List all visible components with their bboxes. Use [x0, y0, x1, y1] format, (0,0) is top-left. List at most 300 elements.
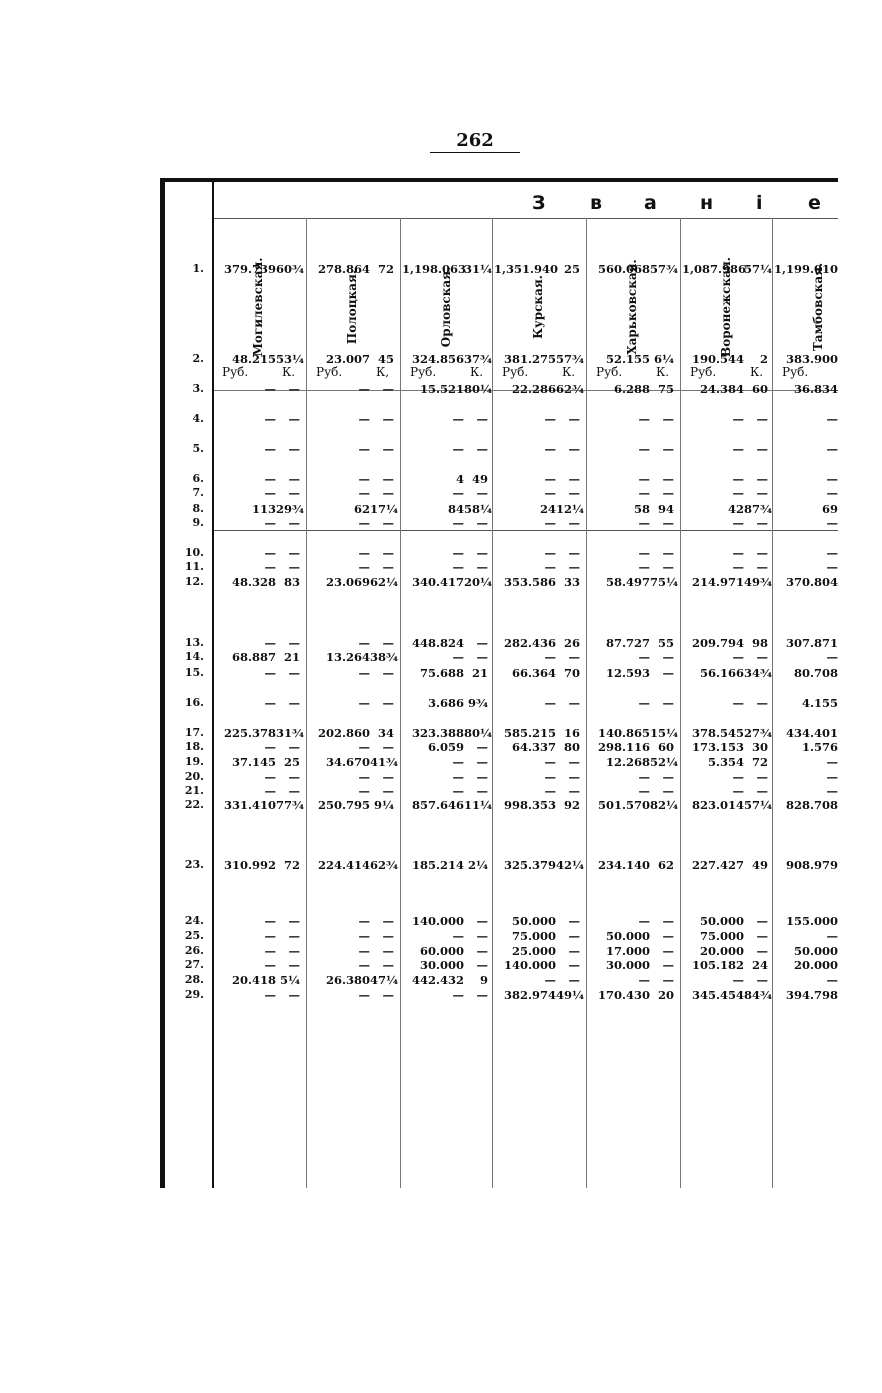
- cell-kopecks: —: [382, 988, 394, 1002]
- cell-rubles: 370.804: [785, 575, 838, 589]
- cell-rubles: 52.155: [605, 352, 650, 366]
- cell-rubles: 6.059: [427, 740, 464, 754]
- cell-rubles: 250.795: [317, 798, 370, 812]
- cell-kopecks: —: [662, 472, 674, 486]
- cell-rubles: —: [732, 770, 744, 784]
- cell-rubles: 36.834: [793, 382, 838, 396]
- cell-rubles: —: [264, 486, 276, 500]
- cell-rubles: 353.586: [503, 575, 556, 589]
- cell-kopecks: —: [662, 560, 674, 574]
- unit-kop-label: К,: [376, 365, 390, 379]
- cell-kopecks: 60: [657, 740, 674, 754]
- governorate-name: Орловская.: [439, 266, 453, 348]
- cell-rubles: —: [358, 560, 370, 574]
- cell-rubles: 378.545: [691, 726, 744, 740]
- cell-kopecks: —: [382, 382, 394, 396]
- cell-rubles: 379.739: [223, 262, 276, 276]
- cell-kopecks: —: [662, 973, 674, 987]
- cell-rubles: 282.436: [503, 636, 556, 650]
- cell-kopecks: 24: [751, 958, 768, 972]
- cell-rubles: 383.900: [785, 352, 838, 366]
- cell-rubles: —: [732, 784, 744, 798]
- cell-kopecks: —: [756, 442, 768, 456]
- row-number: 12.: [184, 575, 204, 588]
- cell-kopecks: —: [662, 958, 674, 972]
- cell-kopecks: 31¼: [464, 262, 492, 276]
- cell-kopecks: —: [288, 696, 300, 710]
- cell-rubles: —: [544, 546, 556, 560]
- cell-rubles: —: [264, 442, 276, 456]
- cell-rubles: 13.264: [325, 650, 370, 664]
- cell-rubles: 64.337: [511, 740, 556, 754]
- cell-rubles: —: [826, 560, 838, 574]
- cell-rubles: —: [638, 472, 650, 486]
- cell-rubles: —: [732, 412, 744, 426]
- cell-rubles: 1,351.940: [494, 262, 559, 276]
- cell-rubles: 394.798: [785, 988, 838, 1002]
- cell-rubles: 278.864: [317, 262, 370, 276]
- cell-kopecks: 58¼: [464, 502, 492, 516]
- cell-rubles: —: [732, 560, 744, 574]
- cell-rubles: 75.000: [511, 929, 556, 943]
- cell-rubles: 50.000: [699, 914, 744, 928]
- cell-kopecks: 2: [759, 352, 768, 366]
- cell-kopecks: —: [476, 755, 488, 769]
- cell-rubles: —: [452, 486, 464, 500]
- cell-rubles: —: [264, 666, 276, 680]
- cell-rubles: 23.069: [325, 575, 370, 589]
- cell-kopecks: 9¼: [374, 798, 394, 812]
- cell-rubles: 80.708: [793, 666, 838, 680]
- cell-kopecks: —: [568, 560, 580, 574]
- cell-kopecks: 53¼: [276, 352, 304, 366]
- unit-rub-label: Руб.: [782, 365, 809, 379]
- unit-kop-label: К.: [656, 365, 670, 379]
- cell-rubles: —: [826, 770, 838, 784]
- cell-rubles: —: [358, 929, 370, 943]
- cell-rubles: —: [358, 784, 370, 798]
- row-number: 16.: [184, 696, 204, 709]
- row-number: 26.: [184, 944, 204, 957]
- cell-kopecks: —: [382, 546, 394, 560]
- cell-kopecks: 84¾: [744, 988, 772, 1002]
- cell-kopecks: 11¼: [464, 798, 492, 812]
- row-number: 8.: [192, 502, 204, 515]
- cell-kopecks: —: [476, 650, 488, 664]
- cell-kopecks: —: [662, 770, 674, 784]
- cell-kopecks: —: [476, 914, 488, 928]
- cell-kopecks: —: [756, 944, 768, 958]
- cell-rubles: —: [358, 546, 370, 560]
- cell-kopecks: —: [568, 696, 580, 710]
- cell-rubles: 307.871: [785, 636, 838, 650]
- table-title-letter: е: [808, 192, 821, 214]
- cell-rubles: 12.593: [605, 666, 650, 680]
- cell-rubles: 22.286: [511, 382, 556, 396]
- cell-kopecks: 29¾: [276, 502, 304, 516]
- table-title-letter: З: [532, 192, 546, 214]
- row-number: 13.: [184, 636, 204, 649]
- cell-rubles: —: [264, 914, 276, 928]
- cell-kopecks: —: [568, 958, 580, 972]
- cell-rubles: —: [264, 636, 276, 650]
- row-number: 27.: [184, 958, 204, 971]
- cell-rubles: 20.000: [793, 958, 838, 972]
- cell-kopecks: 15¼: [650, 726, 678, 740]
- cell-kopecks: —: [662, 914, 674, 928]
- cell-rubles: —: [358, 472, 370, 486]
- row-number: 1.: [192, 262, 204, 275]
- cell-kopecks: —: [382, 929, 394, 943]
- cell-kopecks: —: [476, 560, 488, 574]
- cell-rubles: —: [544, 486, 556, 500]
- cell-kopecks: —: [756, 784, 768, 798]
- cell-kopecks: 57¼: [744, 262, 772, 276]
- cell-rubles: 823.014: [691, 798, 744, 812]
- cell-kopecks: —: [756, 929, 768, 943]
- cell-kopecks: —: [756, 914, 768, 928]
- governorate-name: Могилевская.: [251, 257, 265, 357]
- cell-kopecks: —: [568, 472, 580, 486]
- cell-kopecks: 62¾: [370, 858, 398, 872]
- cell-rubles: —: [638, 546, 650, 560]
- cell-rubles: 140.000: [503, 958, 556, 972]
- cell-kopecks: —: [288, 636, 300, 650]
- cell-rubles: 1,198.063: [402, 262, 467, 276]
- cell-kopecks: 9: [479, 973, 488, 987]
- cell-kopecks: —: [476, 988, 488, 1002]
- cell-rubles: 26.380: [325, 973, 370, 987]
- cell-kopecks: —: [568, 412, 580, 426]
- row-number: 25.: [184, 929, 204, 942]
- cell-rubles: —: [358, 770, 370, 784]
- cell-kopecks: —: [568, 770, 580, 784]
- cell-rubles: —: [638, 770, 650, 784]
- row-number: 7.: [192, 486, 204, 499]
- cell-rubles: 50.000: [511, 914, 556, 928]
- cell-rubles: —: [638, 696, 650, 710]
- cell-kopecks: —: [382, 958, 394, 972]
- cell-rubles: 30.000: [605, 958, 650, 972]
- cell-kopecks: —: [756, 696, 768, 710]
- cell-kopecks: —: [756, 560, 768, 574]
- cell-rubles: —: [638, 486, 650, 500]
- cell-rubles: —: [732, 546, 744, 560]
- row-number: 20.: [184, 770, 204, 783]
- cell-kopecks: 30: [751, 740, 768, 754]
- cell-kopecks: 20: [657, 988, 674, 1002]
- cell-kopecks: —: [382, 636, 394, 650]
- row-number: 17.: [184, 726, 204, 739]
- cell-rubles: 105.182: [691, 958, 744, 972]
- cell-rubles: —: [826, 442, 838, 456]
- cell-rubles: —: [264, 784, 276, 798]
- row-number: 10.: [184, 546, 204, 559]
- row-number: 11.: [184, 560, 204, 573]
- cell-rubles: —: [452, 784, 464, 798]
- cell-rubles: 1,087.986: [682, 262, 747, 276]
- cell-rubles: —: [452, 929, 464, 943]
- cell-rubles: —: [264, 770, 276, 784]
- cell-rubles: 58.497: [605, 575, 650, 589]
- governorate-name: Тамбовская.: [811, 262, 825, 352]
- cell-kopecks: —: [568, 486, 580, 500]
- cell-rubles: 24: [539, 502, 556, 516]
- row-number: 9.: [192, 516, 204, 529]
- cell-rubles: 190.544: [691, 352, 744, 366]
- cell-rubles: 56.166: [699, 666, 744, 680]
- cell-kopecks: 38¾: [370, 650, 398, 664]
- cell-rubles: 20.418: [231, 973, 276, 987]
- cell-kopecks: —: [662, 944, 674, 958]
- cell-kopecks: 25: [563, 262, 580, 276]
- cell-kopecks: —: [288, 770, 300, 784]
- cell-rubles: 58: [633, 502, 650, 516]
- cell-kopecks: 49¼: [556, 988, 584, 1002]
- table-top-border: [160, 178, 838, 182]
- cell-rubles: —: [826, 973, 838, 987]
- unit-kop-label: К.: [750, 365, 764, 379]
- cell-rubles: 66.364: [511, 666, 556, 680]
- cell-kopecks: 60: [751, 382, 768, 396]
- cell-kopecks: 62¼: [370, 575, 398, 589]
- cell-kopecks: —: [476, 442, 488, 456]
- cell-kopecks: 45: [377, 352, 394, 366]
- cell-rubles: —: [826, 546, 838, 560]
- cell-rubles: —: [452, 755, 464, 769]
- cell-rubles: 4: [455, 472, 464, 486]
- cell-rubles: 42: [727, 502, 744, 516]
- cell-rubles: 15.521: [419, 382, 464, 396]
- cell-kopecks: —: [288, 944, 300, 958]
- cell-kopecks: 98: [751, 636, 768, 650]
- cell-kopecks: —: [476, 516, 488, 530]
- cell-rubles: —: [826, 472, 838, 486]
- cell-rubles: 48.215: [231, 352, 276, 366]
- cell-kopecks: —: [756, 650, 768, 664]
- cell-rubles: 17.000: [605, 944, 650, 958]
- table-title-letter: і: [756, 192, 763, 214]
- cell-kopecks: 80¼: [464, 382, 492, 396]
- cell-rubles: 170.430: [597, 988, 650, 1002]
- cell-kopecks: —: [288, 914, 300, 928]
- cell-kopecks: 33: [563, 575, 580, 589]
- cell-rubles: —: [264, 412, 276, 426]
- cell-rubles: 857.646: [411, 798, 464, 812]
- row-number: 28.: [184, 973, 204, 986]
- page-number-rule: [430, 152, 520, 153]
- cell-rubles: 214.971: [691, 575, 744, 589]
- cell-rubles: 585.215: [503, 726, 556, 740]
- cell-kopecks: —: [568, 650, 580, 664]
- cell-rubles: —: [638, 516, 650, 530]
- cell-kopecks: 34¾: [744, 666, 772, 680]
- cell-kopecks: 31¾: [276, 726, 304, 740]
- cell-kopecks: —: [476, 770, 488, 784]
- cell-kopecks: 92: [563, 798, 580, 812]
- cell-kopecks: —: [382, 914, 394, 928]
- governorate-name: Воронежская.: [719, 257, 733, 357]
- cell-kopecks: —: [476, 958, 488, 972]
- cell-rubles: —: [826, 755, 838, 769]
- cell-rubles: —: [826, 929, 838, 943]
- cell-rubles: —: [544, 516, 556, 530]
- cell-rubles: 62: [353, 502, 370, 516]
- table-title-letter: н: [700, 192, 714, 214]
- row-number: 4.: [192, 412, 204, 425]
- cell-kopecks: —: [382, 412, 394, 426]
- cell-rubles: —: [264, 516, 276, 530]
- cell-kopecks: —: [756, 973, 768, 987]
- cell-rubles: 69: [821, 502, 838, 516]
- cell-rubles: —: [358, 958, 370, 972]
- cell-rubles: —: [264, 472, 276, 486]
- cell-rubles: —: [358, 636, 370, 650]
- cell-rubles: 434.401: [785, 726, 838, 740]
- cell-kopecks: 17¼: [370, 502, 398, 516]
- cell-kopecks: —: [288, 988, 300, 1002]
- cell-kopecks: 49: [471, 472, 488, 486]
- cell-rubles: 202.860: [317, 726, 370, 740]
- cell-rubles: 381.275: [503, 352, 556, 366]
- cell-rubles: 1,199.010: [774, 262, 839, 276]
- cell-rubles: 60.000: [419, 944, 464, 958]
- cell-kopecks: —: [568, 973, 580, 987]
- cell-rubles: 448.824: [411, 636, 464, 650]
- cell-rubles: 998.353: [503, 798, 556, 812]
- cell-rubles: —: [264, 560, 276, 574]
- cell-rubles: —: [264, 382, 276, 396]
- cell-kopecks: —: [662, 929, 674, 943]
- cell-rubles: 75.688: [419, 666, 464, 680]
- cell-rubles: 140.865: [597, 726, 650, 740]
- governorate-name: Курская.: [531, 275, 545, 339]
- page-number: 262: [456, 130, 494, 151]
- row-number: 22.: [184, 798, 204, 811]
- cell-rubles: 50.000: [793, 944, 838, 958]
- cell-kopecks: 57¾: [650, 262, 678, 276]
- cell-kopecks: 72: [377, 262, 394, 276]
- table-title-letter: а: [644, 192, 657, 214]
- cell-kopecks: 57¾: [556, 352, 584, 366]
- cell-rubles: —: [826, 486, 838, 500]
- cell-rubles: —: [544, 560, 556, 574]
- cell-kopecks: 21: [283, 650, 300, 664]
- row-number: 29.: [184, 988, 204, 1001]
- cell-rubles: —: [826, 784, 838, 798]
- cell-rubles: 34.670: [325, 755, 370, 769]
- row-number: 23.: [184, 858, 204, 871]
- cell-rubles: 3.686: [427, 696, 464, 710]
- cell-kopecks: —: [288, 382, 300, 396]
- cell-kopecks: —: [662, 650, 674, 664]
- row-number: 2.: [192, 352, 204, 365]
- cell-kopecks: 57¼: [744, 798, 772, 812]
- cell-kopecks: —: [288, 784, 300, 798]
- cell-rubles: —: [358, 516, 370, 530]
- cell-rubles: —: [638, 412, 650, 426]
- cell-kopecks: —: [476, 412, 488, 426]
- cell-kopecks: —: [476, 929, 488, 943]
- cell-kopecks: —: [662, 696, 674, 710]
- cell-rubles: 173.153: [691, 740, 744, 754]
- cell-kopecks: —: [662, 784, 674, 798]
- cell-rubles: —: [638, 560, 650, 574]
- cell-rubles: —: [358, 914, 370, 928]
- cell-kopecks: 27¾: [744, 726, 772, 740]
- cell-rubles: —: [544, 472, 556, 486]
- row-number: 3.: [192, 382, 204, 395]
- cell-rubles: 68.887: [231, 650, 276, 664]
- cell-rubles: 324.856: [411, 352, 464, 366]
- cell-rubles: —: [264, 988, 276, 1002]
- cell-rubles: 185.214: [411, 858, 464, 872]
- cell-rubles: —: [732, 650, 744, 664]
- cell-rubles: —: [264, 546, 276, 560]
- cell-rubles: —: [452, 546, 464, 560]
- cell-kopecks: —: [662, 442, 674, 456]
- cell-kopecks: —: [756, 546, 768, 560]
- cell-kopecks: 5¼: [280, 973, 300, 987]
- cell-kopecks: 41¾: [370, 755, 398, 769]
- cell-kopecks: —: [756, 472, 768, 486]
- cell-kopecks: —: [568, 755, 580, 769]
- cell-rubles: —: [544, 755, 556, 769]
- cell-kopecks: —: [288, 516, 300, 530]
- cell-rubles: 234.140: [597, 858, 650, 872]
- cell-kopecks: 47¼: [370, 973, 398, 987]
- cell-rubles: —: [544, 650, 556, 664]
- cell-kopecks: —: [568, 929, 580, 943]
- cell-kopecks: —: [382, 740, 394, 754]
- cell-kopecks: —: [382, 784, 394, 798]
- cell-kopecks: 37¾: [464, 352, 492, 366]
- unit-kop-label: К.: [282, 365, 296, 379]
- cell-kopecks: —: [476, 740, 488, 754]
- cell-kopecks: 42¼: [556, 858, 584, 872]
- cell-kopecks: 62: [657, 858, 674, 872]
- cell-rubles: 50.000: [605, 929, 650, 943]
- cell-rubles: —: [732, 696, 744, 710]
- cell-rubles: 310.992: [223, 858, 276, 872]
- cell-kopecks: 52¼: [650, 755, 678, 769]
- cell-rubles: —: [264, 944, 276, 958]
- cell-rubles: —: [358, 442, 370, 456]
- cell-rubles: 37.145: [231, 755, 276, 769]
- cell-rubles: —: [358, 988, 370, 1002]
- cell-kopecks: —: [662, 546, 674, 560]
- cell-kopecks: —: [756, 516, 768, 530]
- cell-kopecks: —: [476, 784, 488, 798]
- cell-rubles: 382.974: [503, 988, 556, 1002]
- row-number: 5.: [192, 442, 204, 455]
- cell-rubles: —: [358, 666, 370, 680]
- cell-kopecks: 87¾: [744, 502, 772, 516]
- cell-kopecks: 21: [471, 666, 488, 680]
- cell-rubles: —: [732, 973, 744, 987]
- cell-rubles: —: [638, 784, 650, 798]
- cell-rubles: —: [358, 696, 370, 710]
- cell-kopecks: 62¾: [556, 382, 584, 396]
- cell-rubles: 501.570: [597, 798, 650, 812]
- cell-kopecks: 6¼: [654, 352, 674, 366]
- cell-rubles: 908.979: [785, 858, 838, 872]
- unit-rub-label: Руб.: [690, 365, 717, 379]
- cell-kopecks: 75¼: [650, 575, 678, 589]
- cell-rubles: —: [732, 472, 744, 486]
- cell-kopecks: —: [288, 472, 300, 486]
- cell-kopecks: 49: [751, 858, 768, 872]
